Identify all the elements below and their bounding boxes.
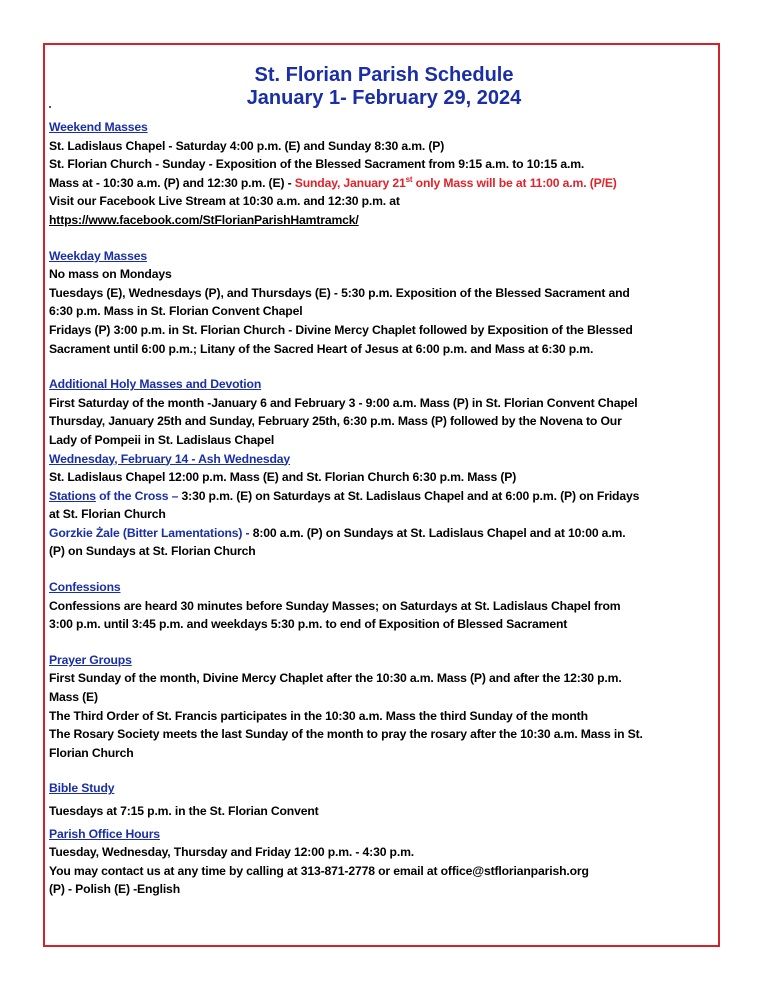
weekday-line: 6:30 p.m. Mass in St. Florian Convent Chapel xyxy=(49,304,303,319)
special-notice-text: only Mass will be at 11:00 a.m. (P/E) xyxy=(412,175,617,190)
weekend-line: Visit our Facebook Live Stream at 10:30 a.m. and 12:30 p.m. at xyxy=(49,194,400,209)
page-title-line2: January 1- February 29, 2024 xyxy=(246,87,522,109)
bible-study-section xyxy=(49,779,721,820)
stations-label: of the Cross – xyxy=(95,488,182,503)
ordinal-suffix: st xyxy=(405,174,413,184)
weekend-line: St. Florian Church - Sunday - Exposition of the Blessed Sacrament from 9:15 a.m. to 10:15 a.m. xyxy=(49,157,585,172)
office-contact-line: You may contact us at any time by calling at 313-871-2778 or email at office@stflorianparish.org xyxy=(49,863,589,878)
confessions-heading: Confessions xyxy=(49,580,121,595)
additional-masses-heading: Additional Holy Masses and Devotion xyxy=(49,377,262,392)
prayer-line: First Sunday of the month, Divine Mercy Chaplet after the 10:30 a.m. Mass (P) and after the 12:30 p.m. xyxy=(49,671,622,686)
prayer-line: Florian Church xyxy=(49,745,134,760)
additional-line: Lady of Pompeii in St. Ladislaus Chapel xyxy=(49,432,275,447)
additional-line: First Saturday of the month -January 6 and February 3 - 9:00 a.m. Mass (P) in St. Florian Convent Chapel xyxy=(49,395,638,410)
gorzkie-line: (P) on Sundays at St. Florian Church xyxy=(49,544,256,559)
prayer-groups-heading: Prayer Groups xyxy=(49,652,132,667)
weekday-masses-heading: Weekday Masses xyxy=(49,248,147,263)
confessions-line: 3:00 p.m. until 3:45 p.m. and weekdays 5:30 p.m. to end of Exposition of Blessed Sacrament xyxy=(49,617,568,632)
weekend-line: St. Ladislaus Chapel - Saturday 4:00 p.m. (E) and Sunday 8:30 a.m. (P) xyxy=(49,138,445,153)
schedule-content xyxy=(49,118,721,899)
weekend-masses-heading: Weekend Masses xyxy=(49,120,148,134)
weekend-line xyxy=(49,174,721,193)
special-notice xyxy=(295,176,617,190)
ash-wednesday-line: St. Ladislaus Chapel 12:00 p.m. Mass (E) and St. Florian Church 6:30 p.m. Mass (P) xyxy=(49,470,517,485)
office-hours-section xyxy=(49,825,721,899)
bible-study-heading: Bible Study xyxy=(49,781,115,796)
stray-mark xyxy=(49,106,51,108)
office-hours-line: Tuesday, Wednesday, Thursday and Friday 12:00 p.m. - 4:30 p.m. xyxy=(49,845,415,860)
ash-wednesday-heading: Wednesday, February 14 - Ash Wednesday xyxy=(49,451,291,466)
stations-label-underlined: Stations xyxy=(49,488,96,503)
additional-masses-section xyxy=(49,375,721,561)
stations-line: at St. Florian Church xyxy=(49,507,166,522)
confessions-section xyxy=(49,578,721,634)
prayer-line: The Third Order of St. Francis participates in the 10:30 a.m. Mass the third Sunday of the month xyxy=(49,708,588,723)
bible-study-line: Tuesdays at 7:15 p.m. in the St. Florian Convent xyxy=(49,804,319,818)
weekday-line: Sacrament until 6:00 p.m.; Litany of the Sacred Heart of Jesus at 6:00 p.m. and Mass at 6:30 p.m. xyxy=(49,341,594,356)
weekday-line: No mass on Mondays xyxy=(49,267,172,282)
additional-line: Thursday, January 25th and Sunday, February 25th, 6:30 p.m. Mass (P) followed by the Novena to Our xyxy=(49,414,622,429)
page-title-line1: St. Florian Parish Schedule xyxy=(254,64,514,86)
facebook-link[interactable]: https://www.facebook.com/StFlorianParishHamtramck/ xyxy=(49,212,359,227)
office-hours-heading: Parish Office Hours xyxy=(49,826,160,841)
weekend-mass-times: Mass at - 10:30 a.m. (P) and 12:30 p.m. (E) - xyxy=(49,175,295,190)
confessions-line: Confessions are heard 30 minutes before Sunday Masses; on Saturdays at St. Ladislaus Chapel from xyxy=(49,598,621,613)
weekend-masses-section xyxy=(49,118,721,230)
prayer-line: Mass (E) xyxy=(49,690,98,705)
weekday-line: Fridays (P) 3:00 p.m. in St. Florian Church - Divine Mercy Chaplet followed by Exposition of the Blessed xyxy=(49,322,633,337)
special-notice-date: Sunday, January 21 xyxy=(294,175,406,190)
gorzkie-text: 8:00 a.m. (P) on Sundays at St. Ladislaus Chapel and at 10:00 a.m. xyxy=(252,525,626,540)
prayer-line: The Rosary Society meets the last Sunday of the month to pray the rosary after the 10:30 a.m. Mass in St. xyxy=(49,727,643,742)
stations-line xyxy=(49,487,721,506)
weekday-masses-section xyxy=(49,247,721,359)
stations-text: 3:30 p.m. (E) on Saturdays at St. Ladislaus Chapel and at 6:00 p.m. (P) on Fridays xyxy=(181,488,640,503)
gorzkie-label: Gorzkie Żale (Bitter Lamentations) - xyxy=(49,525,253,540)
language-legend: (P) - Polish (E) -English xyxy=(49,882,180,897)
gorzkie-line xyxy=(49,524,721,543)
prayer-groups-section xyxy=(49,651,721,763)
weekday-line: Tuesdays (E), Wednesdays (P), and Thursdays (E) - 5:30 p.m. Exposition of the Blessed Sacrament and xyxy=(49,285,630,300)
